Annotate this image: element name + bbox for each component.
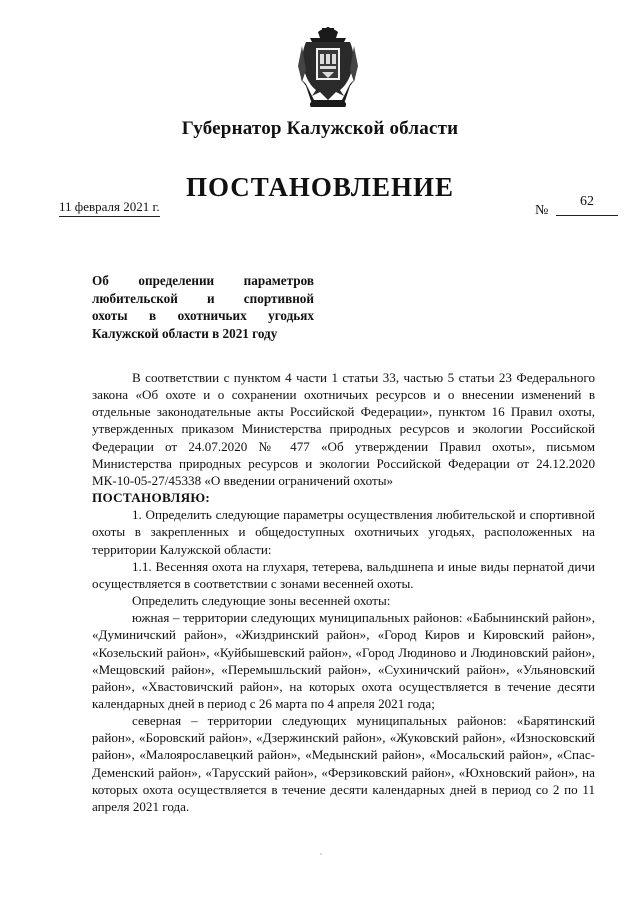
subject-line: охоты в охотничьих угодьях [92, 308, 314, 323]
document-date: 11 февраля 2021 г. [59, 199, 160, 217]
subject-line: Калужской области в 2021 году [92, 325, 278, 341]
subject-line: любительской и спортивной [92, 290, 314, 306]
document-type-title: ПОСТАНОВЛЕНИЕ [185, 172, 455, 202]
document-body [92, 369, 595, 815]
item-1-paragraph: 1. Определить следующие параметры осуществления любительской и спортивной охоты в закрепленных и общедоступных охотничьих угодьях, расположенных на территории Калужской области: [92, 507, 595, 557]
preamble-paragraph: В соответствии с пунктом 4 части 1 статьи 33, частью 5 статьи 23 Федерального закона «Об охоте и о сохранении охотничьих ресурсов и о внесении изменений в отдельные законодательные акты Российской Федерации», пунктом 16 Правил охоты, утвержденных приказом Министерства природных ресурсов и экологии Российской Федерации от 24.07.2020 № 477 «Об утверждении Правил охоты», письмом Министерства природных ресурсов и экологии Российской Федерации от 24.12.2020 МК-10-05-27/45338 «О введении ограничений охоты» [92, 370, 595, 488]
scan-speck [320, 853, 322, 855]
zone-north-paragraph: северная – территории следующих муниципальных районов: «Барятинский район», «Боровский район», «Дзержинский район», «Жуковский район», «Износковский район», «Малоярославецкий район», «Медынский район», «Мосальский район», «Спас-Деменский район», «Тарусский район», «Ферзиковский район», «Юхновский район», на которых охота осуществляется в течение десяти календарных дней в период со 2 по 11 апреля 2021 года. [92, 713, 595, 814]
document-number: 62 [556, 194, 618, 216]
document-subject [92, 272, 314, 342]
zone-south-paragraph: южная – территории следующих муниципальных районов: «Бабынинский район», «Думиничский район», «Жиздринский район», «Город Киров и Кировский район», «Козельский район», «Куйбышевский район», «Город Людиново и Людиновский район», «Мещовский район», «Перемышльский район», «Сухиничский район», «Ульяновский район», «Хвастовичский район», на которых охота осуществляется в течение десяти календарных дней в период с 26 марта по 4 апреля 2021 года; [92, 610, 595, 711]
decree-word: ПОСТАНОВЛЯЮ: [92, 490, 211, 506]
coat-of-arms-emblem [296, 26, 360, 110]
item-1-1-paragraph: 1.1. Весенняя охота на глухаря, тетерева, вальдшнепа и иные виды пернатой дичи осуществляется в соответствии с зонами весенней охоты. [92, 558, 595, 591]
number-sign: № [535, 203, 549, 218]
zones-intro-paragraph: Определить следующие зоны весенней охоты: [132, 593, 391, 609]
issuer-title: Губернатор Калужской области [181, 118, 459, 139]
subject-line: Об определении параметров [92, 273, 314, 288]
